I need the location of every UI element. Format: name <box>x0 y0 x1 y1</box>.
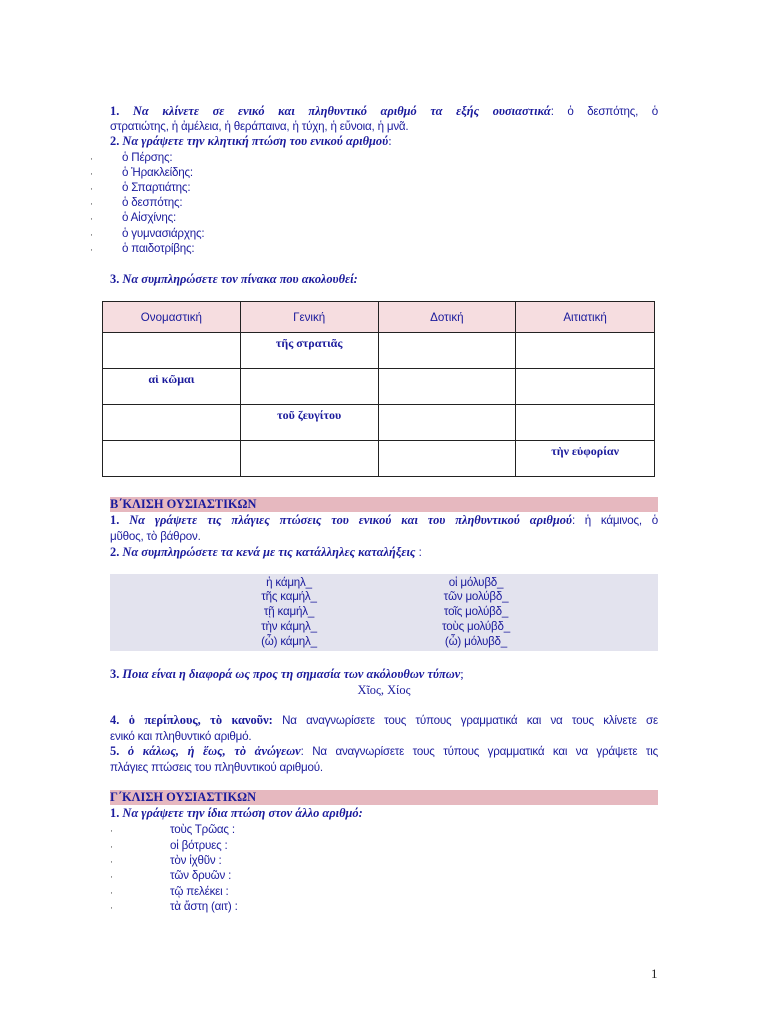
bullet: · <box>110 872 113 882</box>
list-item: τοὺς Τρῶας : <box>170 823 235 836</box>
table-cell[interactable] <box>378 441 516 477</box>
question-words: ὁ κάλως, ἡ ἕως, τὸ ἀνώγεων <box>127 744 301 758</box>
question-number: 2. <box>110 134 120 148</box>
list-item: τὰ ἄστη (αιτ) : <box>170 900 238 913</box>
question-c1 <box>110 806 658 821</box>
bullet: · <box>110 888 113 898</box>
question-colon: : <box>418 546 422 559</box>
list-item: τῷ πελέκει : <box>170 885 229 898</box>
bullet: · <box>90 230 93 240</box>
question-text: Να γράψετε την κλητική πτώση του ενικού αριθμού <box>122 134 389 148</box>
question-number: 1. <box>110 513 120 527</box>
question-b5-line1 <box>110 744 658 759</box>
question-b4-line2: ενικό και πληθυντικό αριθμό. <box>110 730 252 743</box>
table-row <box>103 405 655 441</box>
bullet: · <box>90 154 93 164</box>
declension-table <box>102 301 655 477</box>
question-text: Να συμπληρώσετε τον πίνακα που ακολουθεί: <box>122 272 358 286</box>
table-cell[interactable] <box>516 405 655 441</box>
fill-blank-item[interactable]: (ὦ) κάμηλ_ <box>261 635 317 648</box>
table-cell[interactable] <box>516 369 655 405</box>
section-c-heading: Γ΄ΚΛΙΣΗ ΟΥΣΙΑΣΤΙΚΩΝ <box>110 790 658 805</box>
question-number: 2. <box>110 545 120 559</box>
question-b3-words: Χῖος, Χίος <box>357 683 411 697</box>
list-item: ὁ Πέρσης: <box>122 151 173 164</box>
fill-blank-item[interactable]: (ὦ) μόλυβδ_ <box>444 635 508 648</box>
table-cell[interactable] <box>240 441 378 477</box>
question-a1-line1 <box>110 104 658 119</box>
table-header: Γενική <box>240 302 378 333</box>
table-header: Αιτιατική <box>516 302 655 333</box>
list-item: τῶν δρυῶν : <box>170 869 232 882</box>
list-item: τὸν ἰχθῦν : <box>170 854 222 867</box>
question-words: : ἡ κάμινος, ὁ <box>571 514 658 527</box>
question-text: : Να αναγνωρίσετε τους τύπους γραμματικά και να γράψετε τις <box>300 745 658 758</box>
table-cell[interactable]: τὴν εὐφορίαν <box>516 441 655 477</box>
question-number: 5. <box>110 744 120 758</box>
table-row <box>103 369 655 405</box>
table-cell[interactable] <box>103 405 241 441</box>
fill-blank-item[interactable]: τοὺς μολύβδ_ <box>442 620 510 633</box>
question-b4-line1 <box>110 713 658 728</box>
table-cell[interactable] <box>378 333 516 369</box>
list-item: ὁ παιδοτρίβης: <box>122 242 195 255</box>
question-words: : ὁ δεσπότης, ὁ <box>550 105 658 118</box>
table-cell[interactable] <box>103 441 241 477</box>
fill-blank-item[interactable]: οἱ μόλυβδ_ <box>448 576 504 589</box>
question-text: Να κλίνετε σε ενικό και πληθυντικό αριθμό τα εξής ουσιαστικά <box>132 104 551 118</box>
bullet: · <box>90 184 93 194</box>
table-cell[interactable] <box>516 333 655 369</box>
bullet: · <box>110 903 113 913</box>
question-b1-line2: μῦθος, τὸ βάθρον. <box>110 530 201 543</box>
bullet: · <box>90 245 93 255</box>
bullet: · <box>90 199 93 209</box>
section-b-heading: Β΄ΚΛΙΣΗ ΟΥΣΙΑΣΤΙΚΩΝ <box>110 497 658 512</box>
question-text: Ποια είναι η διαφορά ως προς τη σημασία των ακόλουθων τύπων <box>122 667 461 681</box>
question-b1-line1 <box>110 513 658 528</box>
fill-blank-item[interactable]: τῶν μολύβδ_ <box>443 590 509 603</box>
fill-blank-item[interactable]: τῆς καμήλ_ <box>261 590 317 603</box>
bullet: · <box>90 169 93 179</box>
table-cell[interactable] <box>103 333 241 369</box>
list-item: ὁ δεσπότης: <box>122 196 183 209</box>
question-text: Να γράψετε την ίδια πτώση στον άλλο αριθμό: <box>122 806 363 820</box>
question-text: Να γράψετε τις πλάγιες πτώσεις του ενικού και του πληθυντικού αριθμού <box>129 513 572 527</box>
bullet: · <box>90 214 93 224</box>
list-item: ὁ Ἡρακλείδης: <box>122 166 193 179</box>
table-cell[interactable]: τῆς στρατιᾶς <box>240 333 378 369</box>
bullet: · <box>110 857 113 867</box>
question-b2 <box>110 545 658 560</box>
list-item: ὁ γυμνασιάρχης: <box>122 227 205 240</box>
question-number: 3. <box>110 667 120 681</box>
question-text: Να συμπληρώσετε τα κενά με τις κατάλληλες καταλήξεις <box>122 545 416 559</box>
question-text: Να αναγνωρίσετε τους τύπους γραμματικά και να τους κλίνετε σε <box>272 714 658 727</box>
table-header: Ονομαστική <box>103 302 241 333</box>
question-a2 <box>110 134 658 149</box>
question-semicolon: ; <box>460 667 464 681</box>
question-words: ὁ περίπλους, τὸ κανοῦν: <box>128 713 273 727</box>
list-item: οἱ βότρυες : <box>170 839 228 852</box>
table-cell[interactable]: αἱ κῶμαι <box>103 369 241 405</box>
table-header: Δοτική <box>378 302 516 333</box>
question-a3 <box>110 272 658 287</box>
bullet: · <box>110 826 113 836</box>
table-cell[interactable] <box>240 369 378 405</box>
fill-blank-item[interactable]: ἡ κάμηλ_ <box>266 576 312 589</box>
question-b5-line2: πλάγιες πτώσεις του πληθυντικού αριθμού. <box>110 761 323 774</box>
question-number: 4. <box>110 713 120 727</box>
page-number: 1 <box>651 966 658 981</box>
fill-blank-item[interactable]: τοῖς μολύβδ_ <box>443 605 509 618</box>
table-cell[interactable] <box>378 369 516 405</box>
question-b3 <box>110 667 658 682</box>
table-row <box>103 333 655 369</box>
table-cell[interactable]: τοῦ ζευγίτου <box>240 405 378 441</box>
table-row <box>103 441 655 477</box>
question-number: 1. <box>110 806 120 820</box>
list-item: ὁ Αἰσχίνης: <box>122 211 177 224</box>
table-cell[interactable] <box>378 405 516 441</box>
question-a1-line2: στρατιώτης, ἡ ἀμέλεια, ἡ θεράπαινα, ἡ τύχη, ἡ εὔνοια, ἡ μνᾶ. <box>110 120 409 133</box>
list-item: ὁ Σπαρτιάτης: <box>122 181 191 194</box>
table-header-row <box>103 302 655 333</box>
bullet: · <box>110 842 113 852</box>
fill-blank-item[interactable]: τὴν κάμηλ_ <box>261 620 317 633</box>
question-number: 3. <box>110 272 120 286</box>
question-number: 1. <box>110 104 120 118</box>
question-colon: : <box>388 134 392 148</box>
fill-blank-item[interactable]: τῇ καμήλ_ <box>263 605 315 618</box>
